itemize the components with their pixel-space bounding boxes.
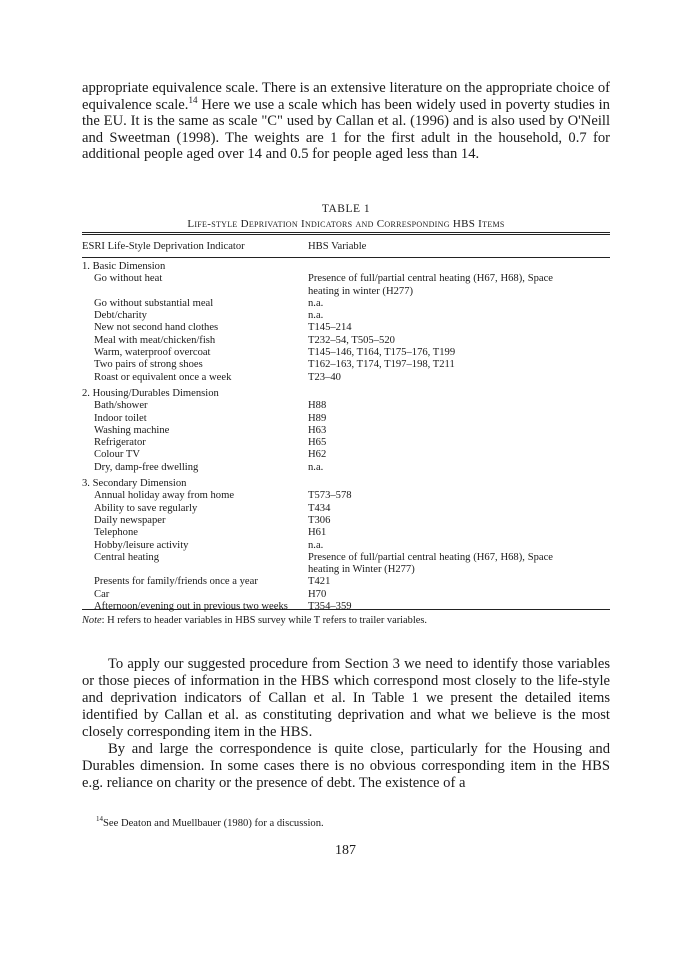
indicator-cell: Refrigerator: [94, 437, 146, 449]
hbs-variable-cell: T145–214: [308, 322, 352, 334]
deprivation-table: [82, 241, 610, 613]
table-row: [82, 540, 610, 552]
hbs-variable-cell: H62: [308, 449, 327, 461]
table-row: [82, 601, 610, 613]
intro-text: appropriate equivalence scale. There is an extensive literature on the appropriate choice of equivalence scale.: [82, 80, 610, 113]
hbs-variable-cell: T434: [308, 502, 331, 514]
hbs-variable-cell: T145–146, T164, T175–176, T199: [308, 347, 456, 359]
table-row: [82, 503, 610, 515]
table-row: [82, 552, 610, 577]
hbs-variable-cell: n.a.: [308, 297, 324, 309]
table-top-rule: [82, 232, 610, 233]
table-body: [82, 261, 610, 613]
section-heading-text: 3. Secondary Dimension: [82, 478, 187, 490]
table-row: [82, 335, 610, 347]
table-row: [82, 425, 610, 437]
hbs-variable-cell: H61: [308, 527, 327, 539]
indicator-cell: Hobby/leisure activity: [94, 539, 189, 551]
section-heading-text: 1. Basic Dimension: [82, 261, 166, 272]
indicator-cell: Warm, waterproof overcoat: [94, 347, 211, 359]
table-row: [82, 400, 610, 412]
indicator-cell: New not second hand clothes: [94, 322, 219, 334]
table-row: [82, 413, 610, 425]
indicator-cell: Car: [94, 588, 110, 600]
table-row: [82, 310, 610, 322]
table-row: [82, 322, 610, 334]
indicator-cell: Meal with meat/chicken/fish: [94, 334, 216, 346]
indicator-cell: Daily newspaper: [94, 514, 166, 526]
table-section-heading: [82, 478, 610, 490]
table-row: [82, 359, 610, 371]
indicator-cell: Annual holiday away from home: [94, 490, 235, 502]
intro-paragraph: [82, 80, 610, 163]
hbs-variable-cell: Presence of full/partial central heating (H67, H68), Space heating in winter (H277): [308, 273, 553, 297]
indicator-cell: Afternoon/evening out in previous two weeks: [94, 601, 288, 613]
hbs-variable-cell: T306: [308, 514, 331, 526]
footnote: [82, 815, 610, 829]
table-note: [82, 615, 610, 626]
hbs-variable-cell: H70: [308, 588, 327, 600]
table-bottom-rule: [82, 609, 610, 610]
note-text: : H refers to header variables in HBS survey while T refers to trailer variables.: [101, 615, 427, 626]
hbs-variable-cell: Presence of full/partial central heating (H67, H68), Space heating in Winter (H277): [308, 551, 553, 576]
table-number: TABLE 1: [321, 203, 371, 215]
hbs-variable-cell: T162–163, T174, T197–198, T211: [308, 359, 455, 371]
indicator-cell: Two pairs of strong shoes: [94, 359, 203, 371]
footnote-mark: 14: [96, 815, 103, 824]
section-heading-text: 2. Housing/Durables Dimension: [82, 387, 219, 399]
column-header-hbs: HBS Variable: [308, 241, 367, 252]
indicator-cell: Indoor toilet: [94, 412, 147, 424]
indicator-cell: Go without heat: [94, 273, 163, 285]
table-row: [82, 576, 610, 588]
hbs-variable-cell: n.a.: [308, 310, 324, 322]
hbs-variable-cell: H63: [308, 424, 327, 436]
table-row: [82, 298, 610, 310]
hbs-variable-cell: T354–359: [308, 601, 352, 613]
hbs-variable-cell: H65: [308, 437, 327, 449]
table-row: [82, 437, 610, 449]
body-text: [82, 656, 610, 792]
indicator-cell: Central heating: [94, 551, 160, 563]
indicator-cell: Colour TV: [94, 449, 141, 461]
table-top-rule-double: [82, 234, 610, 235]
header-rule: [82, 257, 610, 258]
table-row: [82, 527, 610, 539]
table-section-heading: [82, 388, 610, 400]
footnote-text: See Deaton and Muellbauer (1980) for a discussion.: [103, 818, 324, 829]
table-title: Life-style Deprivation Indicators and Corresponding HBS Items: [187, 218, 505, 230]
indicator-cell: Debt/charity: [94, 310, 147, 322]
hbs-variable-cell: H88: [308, 400, 327, 412]
hbs-variable-cell: T421: [308, 576, 331, 588]
table-row: [82, 347, 610, 359]
hbs-variable-cell: T573–578: [308, 490, 352, 502]
hbs-variable-cell: n.a.: [308, 461, 324, 473]
table-row: [82, 273, 610, 298]
hbs-variable-cell: n.a.: [308, 539, 324, 551]
body-paragraph: By and large the correspondence is quite close, particularly for the Housing and Durables dimension. In some cases there is no obvious corresponding item in the HBS e.g. reliance on charity or the presence of debt. The existence of a: [82, 741, 610, 791]
body-paragraph: To apply our suggested procedure from Section 3 we need to identify those variables or those pieces of information in the HBS which correspond most closely to the life-style and deprivation indicators of Callan et al. In Table 1 we present the detailed items identified by Callan et al. as constituting deprivation and what we believe is the most closely corresponding item in the HBS.: [82, 656, 610, 740]
table-row: [82, 589, 610, 601]
table-row: [82, 490, 610, 502]
indicator-cell: Ability to save regularly: [94, 502, 198, 514]
hbs-variable-cell: H89: [308, 412, 327, 424]
column-header-indicator: ESRI Life-Style Deprivation Indicator: [82, 241, 245, 252]
intro-text-continued: Here we use a scale which has been widely used in poverty studies in the EU. It is the same as scale "C" used by Callan et al. (1996) and is also used by O'Neill and Sweetman (1998). The weights are 1 for the first adult in the household, 0.7 for additional people aged over 14 and 0.5 for people aged less than 14.: [82, 96, 610, 163]
indicator-cell: Washing machine: [94, 424, 170, 436]
indicator-cell: Telephone: [94, 527, 138, 539]
page-number: 187: [335, 843, 356, 858]
indicator-cell: Presents for family/friends once a year: [94, 576, 258, 588]
table-row: [82, 449, 610, 461]
note-label: Note: [82, 615, 102, 626]
hbs-variable-cell: T232–54, T505–520: [308, 334, 395, 346]
table-row: [82, 462, 610, 474]
indicator-cell: Roast or equivalent once a week: [94, 371, 232, 383]
table-section-heading: [82, 261, 610, 273]
indicator-cell: Bath/shower: [94, 400, 148, 412]
table-row: [82, 372, 610, 384]
table-header-row: [82, 241, 610, 255]
table-row: [82, 515, 610, 527]
indicator-cell: Dry, damp-free dwelling: [94, 461, 199, 473]
hbs-variable-cell: T23–40: [308, 371, 341, 383]
footnote-reference: 14: [188, 94, 198, 105]
indicator-cell: Go without substantial meal: [94, 297, 214, 309]
table-caption: [82, 203, 610, 230]
